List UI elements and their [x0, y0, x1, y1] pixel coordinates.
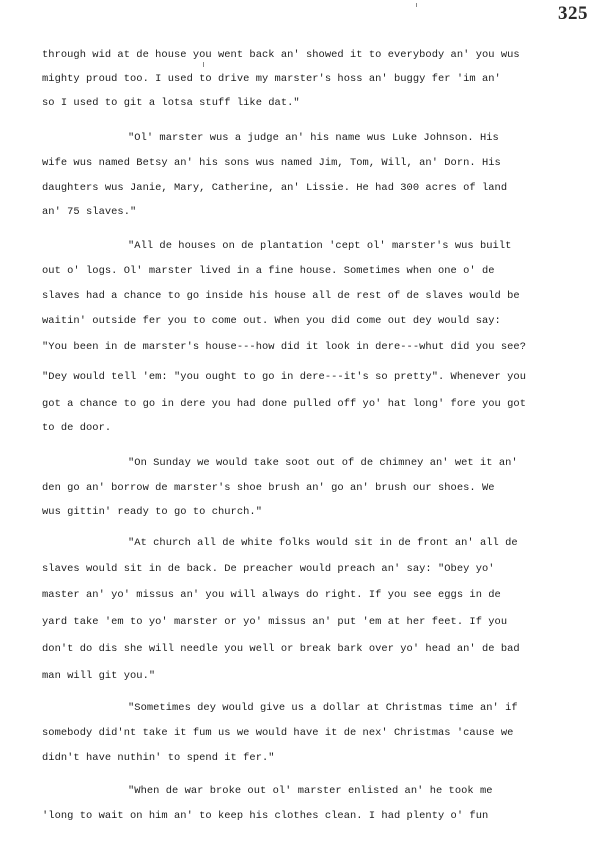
text-line: slaves had a chance to go inside his house all de rest of de slaves would be	[42, 290, 520, 302]
text-line: "All de houses on de plantation 'cept ol' marster's wus built	[128, 240, 512, 252]
text-line: wus gittin' ready to go to church."	[42, 506, 262, 518]
text-line: don't do dis she will needle you well or break bark over yo' head an' de bad	[42, 643, 520, 655]
text-line: man will git you."	[42, 670, 156, 682]
text-line: to de door.	[42, 422, 112, 434]
text-line: "Dey would tell 'em: "you ought to go in dere---it's so pretty". Whenever you	[42, 371, 526, 383]
text-line: "On Sunday we would take soot out of de chimney an' wet it an'	[128, 457, 518, 469]
text-line: 'long to wait on him an' to keep his clothes clean. I had plenty o' fun	[42, 810, 489, 822]
text-line: got a chance to go in dere you had done pulled off yo' hat long' fore you got	[42, 398, 526, 410]
text-line: den go an' borrow de marster's shoe brush an' go an' brush our shoes. We	[42, 482, 495, 494]
text-line: yard take 'em to yo' marster or yo' missus an' put 'em at her feet. If you	[42, 616, 508, 628]
text-line: somebody did'nt take it fum us we would have it de nex' Christmas 'cause we	[42, 727, 514, 739]
text-line: daughters wus Janie, Mary, Catherine, an' Lissie. He had 300 acres of land	[42, 182, 508, 194]
text-line: slaves would sit in de back. De preacher would preach an' say: "Obey yo'	[42, 563, 495, 575]
text-line: "You been in de marster's house---how did it look in dere---whut did you see?	[42, 341, 526, 353]
text-line: "When de war broke out ol' marster enlisted an' he took me	[128, 785, 493, 797]
page-number: 325	[558, 3, 588, 24]
text-line: "Ol' marster wus a judge an' his name wus Luke Johnson. His	[128, 132, 499, 144]
text-line: so I used to git a lotsa stuff like dat."	[42, 97, 300, 109]
text-line: wife wus named Betsy an' his sons wus named Jim, Tom, Will, an' Dorn. His	[42, 157, 501, 169]
text-line: through wid at de house you went back an' showed it to everybody an' you wus	[42, 49, 520, 61]
text-line: an' 75 slaves."	[42, 206, 137, 218]
text-line: master an' yo' missus an' you will always do right. If you see eggs in de	[42, 589, 501, 601]
text-line: mighty proud too. I used to drive my marster's hoss an' buggy fer 'im an'	[42, 73, 501, 85]
margin-tick-mark	[416, 3, 417, 7]
text-line: didn't have nuthin' to spend it fer."	[42, 752, 275, 764]
text-line: "At church all de white folks would sit in de front an' all de	[128, 537, 518, 549]
text-line: "Sometimes dey would give us a dollar at Christmas time an' if	[128, 702, 518, 714]
margin-tick-mark	[203, 62, 204, 67]
text-line: waitin' outside fer you to come out. When you did come out dey would say:	[42, 315, 501, 327]
text-line: out o' logs. Ol' marster lived in a fine house. Sometimes when one o' de	[42, 265, 495, 277]
